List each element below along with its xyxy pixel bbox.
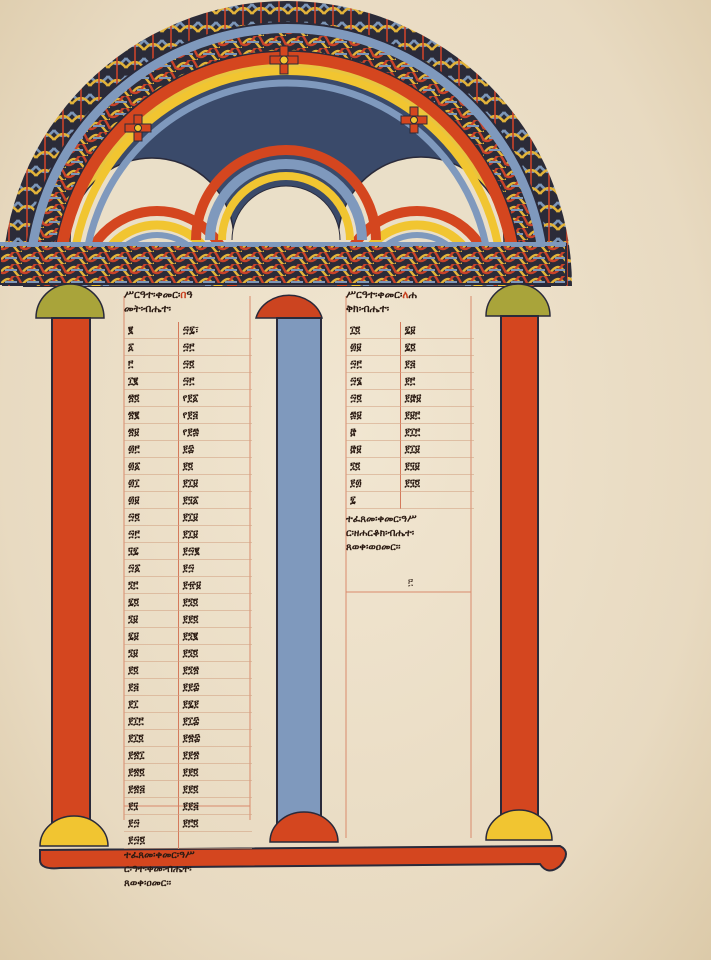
left-footer-line3: ጸወቀ፡ዐመር፡፡ xyxy=(124,878,172,889)
table-row xyxy=(124,679,252,696)
table-cell-number: ፻፴ xyxy=(346,475,400,492)
table-row xyxy=(124,662,252,679)
table-cell-value: ፵፬ xyxy=(178,356,252,373)
table-row xyxy=(346,407,474,424)
table-row xyxy=(346,441,474,458)
table-cell-value: የ፻፩ xyxy=(178,390,252,407)
table-cell-number: ፴፲ xyxy=(124,475,178,492)
table-cell-value: ፻፭ xyxy=(400,356,474,373)
table-cell-number: ፲፬ xyxy=(346,322,400,339)
table-cell-value: የ፻፷ xyxy=(178,424,252,441)
left-footer xyxy=(124,849,252,891)
table-row xyxy=(124,611,252,628)
left-footer-line1: ተፈጸመ፡ቀመር፡ዓሥ xyxy=(124,850,195,861)
right-footer-line3: ጸወቀ፡ወዐመር፡፡ xyxy=(346,542,401,553)
table-cell-number: ፵፬ xyxy=(346,390,400,407)
table-cell-value: ፻፯፻ xyxy=(178,696,252,713)
table-cell-value: ፻፻፳ xyxy=(178,747,252,764)
table-row xyxy=(124,373,252,390)
table-cell-number: ፲፪ xyxy=(124,373,178,390)
table-row xyxy=(124,390,252,407)
table-cell-value: ፻፻፰ xyxy=(178,679,252,696)
left-column xyxy=(52,318,90,826)
table-cell-value: ፯፬ xyxy=(400,339,474,356)
table-row xyxy=(124,798,252,815)
right-text-panel xyxy=(346,288,474,555)
table-cell-number: ፳፬ xyxy=(124,390,178,407)
table-cell-number: ፻፳፭ xyxy=(124,781,178,798)
table-cell-number: ፻፭ xyxy=(124,679,178,696)
table-cell-value: ፻፲፰ xyxy=(178,713,252,730)
table-cell-value: ፻፵ xyxy=(178,560,252,577)
table-row xyxy=(124,339,252,356)
table-cell-value: ፯፱ xyxy=(400,322,474,339)
table-cell-number: ፶፯ xyxy=(124,543,178,560)
table-cell-value: ፻፱፫ xyxy=(400,407,474,424)
table-cell-number: ፵፮ xyxy=(346,373,400,390)
table-row xyxy=(124,781,252,798)
table-cell-value: ፻፲፱ xyxy=(400,441,474,458)
table-cell-value: ፻፻፬ xyxy=(178,781,252,798)
table-cell-number: ፳፱ xyxy=(124,424,178,441)
left-header-line2: መት፡ብሔተ፡ xyxy=(124,303,172,315)
left-footer-line2: ር፡ዓተ፡ቀመ፡ብሔተ፡ xyxy=(124,864,192,875)
table-cell-value: ፵፫ xyxy=(178,339,252,356)
table-cell-value xyxy=(400,492,474,509)
table-row xyxy=(124,713,252,730)
table-cell-number: ፻፲፫ xyxy=(124,713,178,730)
table-cell-value: ፻፲፱ xyxy=(178,475,252,492)
table-cell-number: ፺፫ xyxy=(124,577,178,594)
table-cell-number: ፳፪ xyxy=(124,407,178,424)
table-row xyxy=(346,373,474,390)
right-table xyxy=(346,322,474,509)
left-header-red-letter: በ xyxy=(180,289,187,301)
table-cell-value: ፻፶፱ xyxy=(400,458,474,475)
base-beam xyxy=(40,846,566,871)
table-row xyxy=(346,390,474,407)
table-row xyxy=(124,407,252,424)
table-cell-value: ፻፺፪ xyxy=(178,628,252,645)
table-cell-value: ፻፹፱ xyxy=(178,577,252,594)
table-row xyxy=(346,339,474,356)
table-cell-number: ፫ xyxy=(124,356,178,373)
table-row xyxy=(124,526,252,543)
table-row xyxy=(124,577,252,594)
table-cell-value: ፻፬ xyxy=(178,458,252,475)
table-cell-number: ፵፫ xyxy=(346,356,400,373)
table-cell-value: ፻፶፩ xyxy=(178,492,252,509)
table-cell-number: ፷፱ xyxy=(346,407,400,424)
table-cell-value: ፻፻፬ xyxy=(178,764,252,781)
table-cell-number: ፺፱ xyxy=(124,611,178,628)
table-cell-value: ፻፰ xyxy=(178,441,252,458)
table-cell-number: ፵፬ xyxy=(124,509,178,526)
table-cell-value: ፵፫ xyxy=(178,373,252,390)
table-cell-value: ፻፻፬ xyxy=(178,611,252,628)
table-cell-number: ፸፱ xyxy=(346,441,400,458)
table-cell-number: ፻፬ xyxy=(124,662,178,679)
table-row xyxy=(124,492,252,509)
table-row xyxy=(124,424,252,441)
left-text-panel xyxy=(124,288,252,891)
table-cell-number: ፴፱ xyxy=(346,339,400,356)
table-cell-number: ፺፱ xyxy=(124,645,178,662)
table-cell-value: ፻፸፱ xyxy=(400,390,474,407)
right-bottom-mark: ፫ xyxy=(408,578,413,588)
table-row xyxy=(124,645,252,662)
table-row xyxy=(124,747,252,764)
right-header-line1: ሥርዓተ፡ቀመር፡ xyxy=(346,289,403,301)
table-cell-number: ፻፵፬ xyxy=(124,832,178,849)
left-header-line1: ሥርዓተ፡ቀመር፡ xyxy=(124,289,181,301)
table-row xyxy=(346,475,474,492)
table-cell-value: ፻፻፭ xyxy=(178,798,252,815)
table-cell-number: ፻፳፲ xyxy=(124,747,178,764)
table-cell-number: ፴፩ xyxy=(124,458,178,475)
table-cell-number: ፸ xyxy=(346,424,400,441)
table-row xyxy=(124,509,252,526)
table-cell-number: ፯፱ xyxy=(124,628,178,645)
right-footer-line2: ር፡ዘሐርቆክ፡ብሔተ፡ xyxy=(346,528,415,539)
table-cell-number: ፴፱ xyxy=(124,492,178,509)
table-cell-value: ፻፫ xyxy=(400,373,474,390)
table-cell-value: ፻፳፰ xyxy=(178,730,252,747)
table-row xyxy=(124,458,252,475)
table-row xyxy=(124,594,252,611)
table-cell-number: ፴፫ xyxy=(124,441,178,458)
table-row xyxy=(124,543,252,560)
table-cell-number: ፯ xyxy=(346,492,400,509)
table-cell-number: ፯፬ xyxy=(124,594,178,611)
table-row xyxy=(124,441,252,458)
right-footer xyxy=(346,513,474,555)
table-cell-value: ፻፲፱ xyxy=(178,526,252,543)
table-cell-number: ፩ xyxy=(124,339,178,356)
table-cell-value: ፻፺፳ xyxy=(178,662,252,679)
table-cell-value: ፻፲፫ xyxy=(400,424,474,441)
table-cell-value: ፻፲፱ xyxy=(178,509,252,526)
left-header-line1-end: ዓ xyxy=(186,289,193,301)
left-header xyxy=(124,288,252,316)
column-bases xyxy=(40,810,552,846)
table-cell-value: ፻፶፬ xyxy=(400,475,474,492)
table-cell-number: ፺፬ xyxy=(346,458,400,475)
knotwork-beam xyxy=(0,244,566,284)
right-header-red-letter: ለ xyxy=(402,289,409,301)
table-cell-value: የ፻፭ xyxy=(178,407,252,424)
table-cell-number: ፻፲፬ xyxy=(124,730,178,747)
table-row xyxy=(124,628,252,645)
table-cell-number: ፵፫ xyxy=(124,526,178,543)
table-row xyxy=(346,322,474,339)
table-cell-number: ፻፶ xyxy=(124,798,178,815)
right-header xyxy=(346,288,474,316)
right-header-line1-end: ሐ xyxy=(408,289,417,301)
table-cell-value: ፻፺፬ xyxy=(178,594,252,611)
table-row xyxy=(124,764,252,781)
right-header-line2: ቅክ፡ብሔተ፡ xyxy=(346,303,390,315)
table-cell-number: ፪ xyxy=(124,322,178,339)
right-footer-line1: ተፈጸመ፡ቀመር፡ዓሥ xyxy=(346,514,417,525)
table-row xyxy=(124,560,252,577)
center-column xyxy=(277,318,321,824)
table-cell-number: ፻፲ xyxy=(124,696,178,713)
table-row xyxy=(124,356,252,373)
table-row xyxy=(346,356,474,373)
table-row xyxy=(346,424,474,441)
table-cell-value xyxy=(178,832,252,849)
table-row xyxy=(346,458,474,475)
left-table xyxy=(124,322,252,849)
table-cell-value: ፻፵፪ xyxy=(178,543,252,560)
table-row xyxy=(124,696,252,713)
table-row xyxy=(124,815,252,832)
table-cell-number: ፵፩ xyxy=(124,560,178,577)
right-column xyxy=(501,316,538,816)
table-cell-value: ፻፫፬ xyxy=(178,815,252,832)
table-row xyxy=(124,475,252,492)
table-cell-value: ፵፯፣ xyxy=(178,322,252,339)
table-row xyxy=(124,832,252,849)
table-row xyxy=(346,492,474,509)
table-row xyxy=(124,730,252,747)
table-cell-number: ፻፳፬ xyxy=(124,764,178,781)
table-row xyxy=(124,322,252,339)
table-cell-number: ፻፵ xyxy=(124,815,178,832)
table-cell-value: ፻፺፬ xyxy=(178,645,252,662)
